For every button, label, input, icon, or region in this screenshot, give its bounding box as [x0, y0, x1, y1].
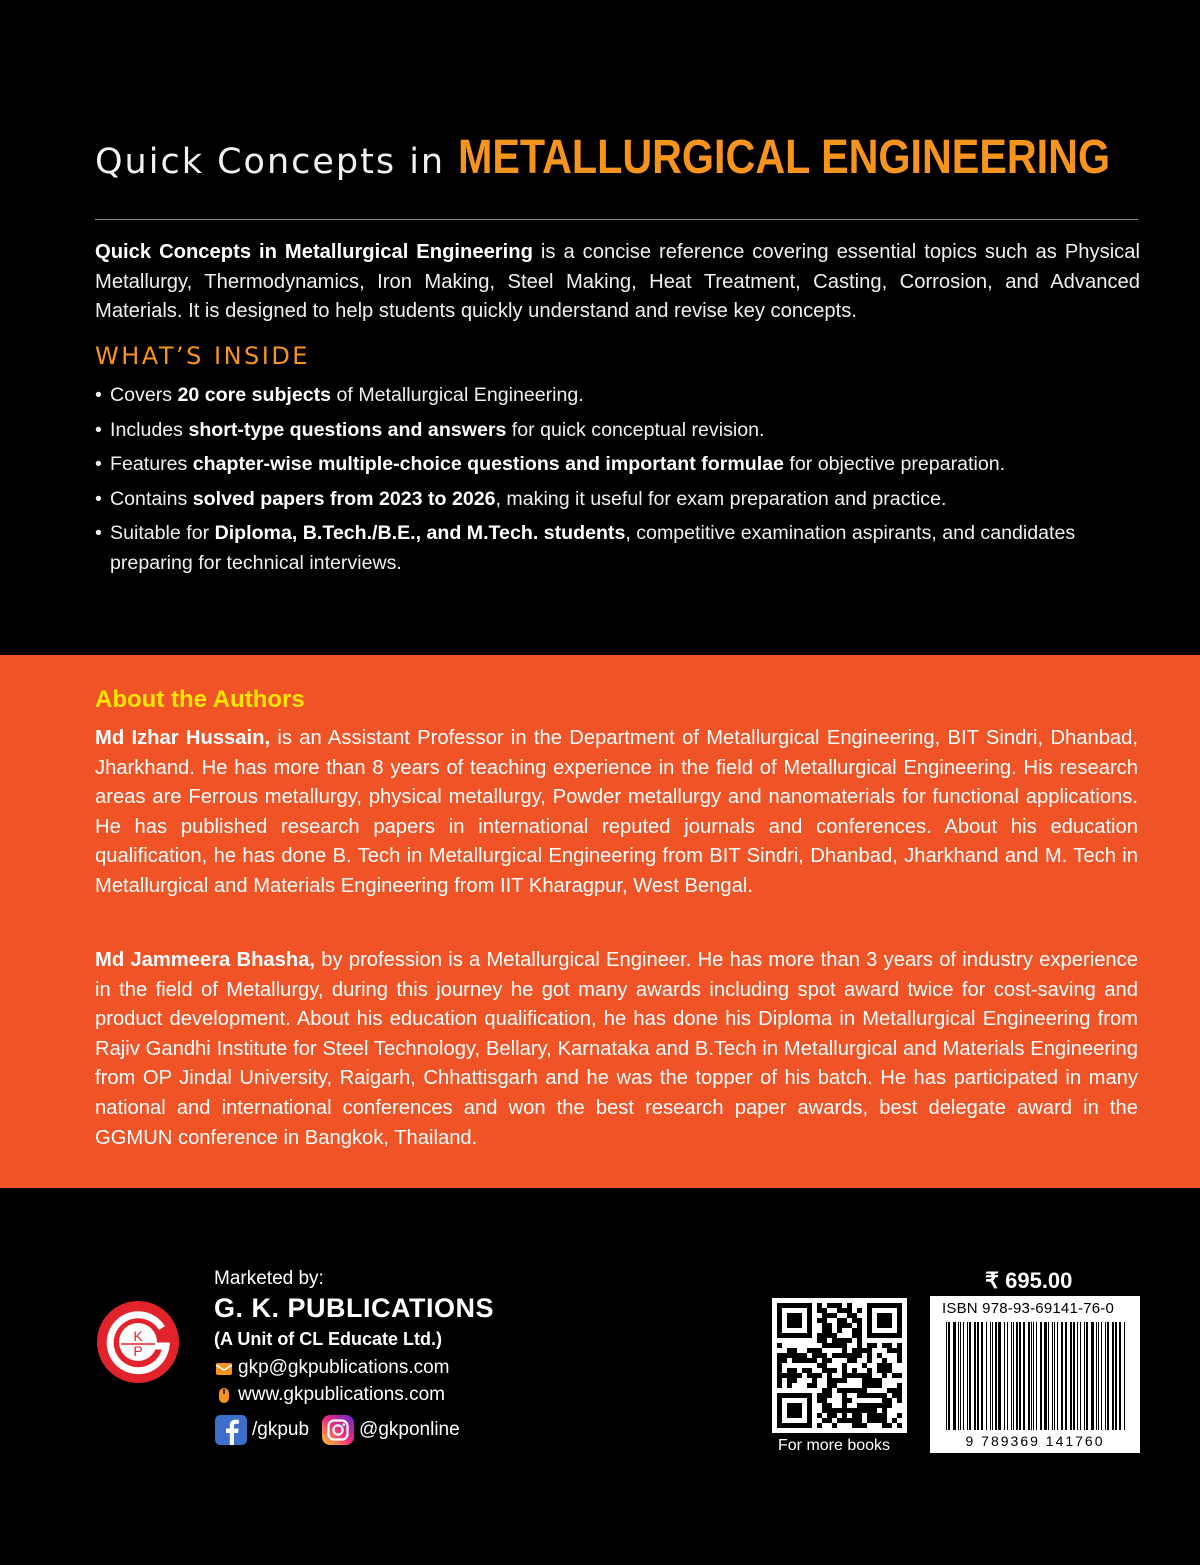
isbn-barcode [930, 1296, 1140, 1453]
title-prefix: Quick Concepts in [95, 142, 459, 182]
barcode-number: 9 789369 141760 [965, 1433, 1105, 1449]
item-text: of Metallurgical Engineering. [331, 384, 584, 406]
authors-heading: About the Authors [95, 686, 305, 713]
logo-letter-k: K [133, 1328, 143, 1344]
item-text: Suitable for [110, 522, 215, 544]
book-title [95, 130, 1145, 185]
publisher-footer [0, 1188, 1200, 1565]
author-2-bio [95, 946, 1138, 1153]
facebook-handle[interactable]: /gkpub [252, 1419, 310, 1440]
item-text: for quick conceptual revision. [506, 418, 765, 441]
website-line [214, 1384, 445, 1406]
qr-code-graphic [772, 1298, 907, 1433]
marketed-by-label: Marketed by: [214, 1268, 324, 1289]
publisher-name: G. K. PUBLICATIONS [214, 1293, 495, 1323]
list-item [95, 519, 1140, 578]
author-2-name: Md Jammeera Bhasha, [95, 949, 316, 971]
item-text: Contains [110, 487, 193, 510]
item-bold: solved papers from 2023 to 2026 [192, 487, 496, 510]
social-line [214, 1414, 460, 1446]
facebook-icon[interactable] [214, 1414, 248, 1446]
price-label: ₹ 695.00 [985, 1268, 1073, 1293]
author-1-name: Md Izhar Hussain, [95, 727, 271, 749]
intro-lead: Quick Concepts in Metallurgical Engineering [95, 241, 533, 263]
list-item [95, 381, 1140, 411]
authors-section [0, 655, 1200, 1188]
publisher-website[interactable]: www.gkpublications.com [238, 1384, 445, 1405]
item-text: for objective preparation. [783, 453, 1006, 475]
item-bold: 20 core subjects [177, 384, 332, 406]
intro-paragraph [95, 238, 1140, 327]
instagram-icon[interactable] [321, 1414, 355, 1446]
item-text: , competitive examination aspirants, and candidates preparing for technical interviews. [110, 522, 1076, 574]
whats-inside-list [95, 381, 1140, 583]
email-icon [214, 1359, 234, 1377]
title-main: METALLURGICAL ENGINEERING [458, 131, 1111, 184]
qr-caption: For more books [778, 1437, 891, 1454]
list-item [95, 450, 1140, 480]
summary-section [0, 0, 1200, 655]
author-2-text: by profession is a Metallurgical Engineer. He has more than 3 years of industry experience in the field of Metallurgy, during this journey he got many awards including spot award twice for cost-saving and product development. About his education qualification, he has done his Diploma in Metallurgical Engineering from Rajiv Gandhi Institute for Steel Technology, Bellary, Karnataka and B.Tech in Metallurgical and Materials Engineering from OP Jindal University, Raigarh, Chhattisgarh and he was the topper of his batch. He has participated in many national and international conferences and won the best research paper awards, best delegate award in the GGMUN conference in Bangkok, Thailand. [95, 949, 1138, 1149]
author-1-bio [95, 724, 1138, 902]
list-item [95, 485, 1140, 515]
item-bold: Diploma, B.Tech./B.E., and M.Tech. students [214, 522, 626, 544]
item-text: Features [110, 453, 193, 475]
email-line [214, 1357, 450, 1379]
publisher-unit: (A Unit of CL Educate Ltd.) [214, 1329, 442, 1349]
item-bold: short-type questions and answers [188, 418, 507, 441]
item-bold: chapter-wise multiple-choice questions and important formulae [192, 453, 784, 475]
intro-rest: is a concise reference covering essential topics such as Physical Metallurgy, Thermodynamics, Iron Making, Steel Making, Heat Treatment, Casting, Corrosion, and Advanced Materials. It is designed to help students quickly understand and revise key concepts. [95, 241, 1140, 322]
gkp-logo [96, 1300, 180, 1384]
qr-code[interactable] [772, 1298, 907, 1433]
whats-inside-heading: WHAT’S INSIDE [95, 342, 310, 370]
author-1-text: is an Assistant Professor in the Department of Metallurgical Engineering, BIT Sindri, Dhanbad, Jharkhand. He has more than 8 years of teaching experience in the field of Metallurgical Engineering. His research areas are Ferrous metallurgy, physical metallurgy, Powder metallurgy and nanomaterials for functional applications. He has published research papers in international reputed journals and conferences. About his education qualification, he has done B. Tech in Metallurgical Engineering from BIT Sindri, Dhanbad, Jharkhand and M. Tech in Metallurgical and Materials Engineering from IIT Kharagpur, West Bengal. [95, 727, 1138, 897]
mouse-icon [214, 1385, 234, 1405]
list-item [95, 416, 1140, 446]
barcode-bars [930, 1296, 1140, 1453]
item-text: , making it useful for exam preparation and practice. [495, 487, 947, 510]
item-text: Includes [110, 418, 189, 441]
publisher-email[interactable]: gkp@gkpublications.com [238, 1357, 450, 1378]
logo-letter-p: P [133, 1343, 143, 1359]
item-text: Covers [110, 384, 178, 406]
isbn-label: ISBN 978-93-69141-76-0 [942, 1300, 1115, 1317]
title-divider [95, 219, 1138, 220]
instagram-handle[interactable]: @gkponline [359, 1419, 460, 1440]
